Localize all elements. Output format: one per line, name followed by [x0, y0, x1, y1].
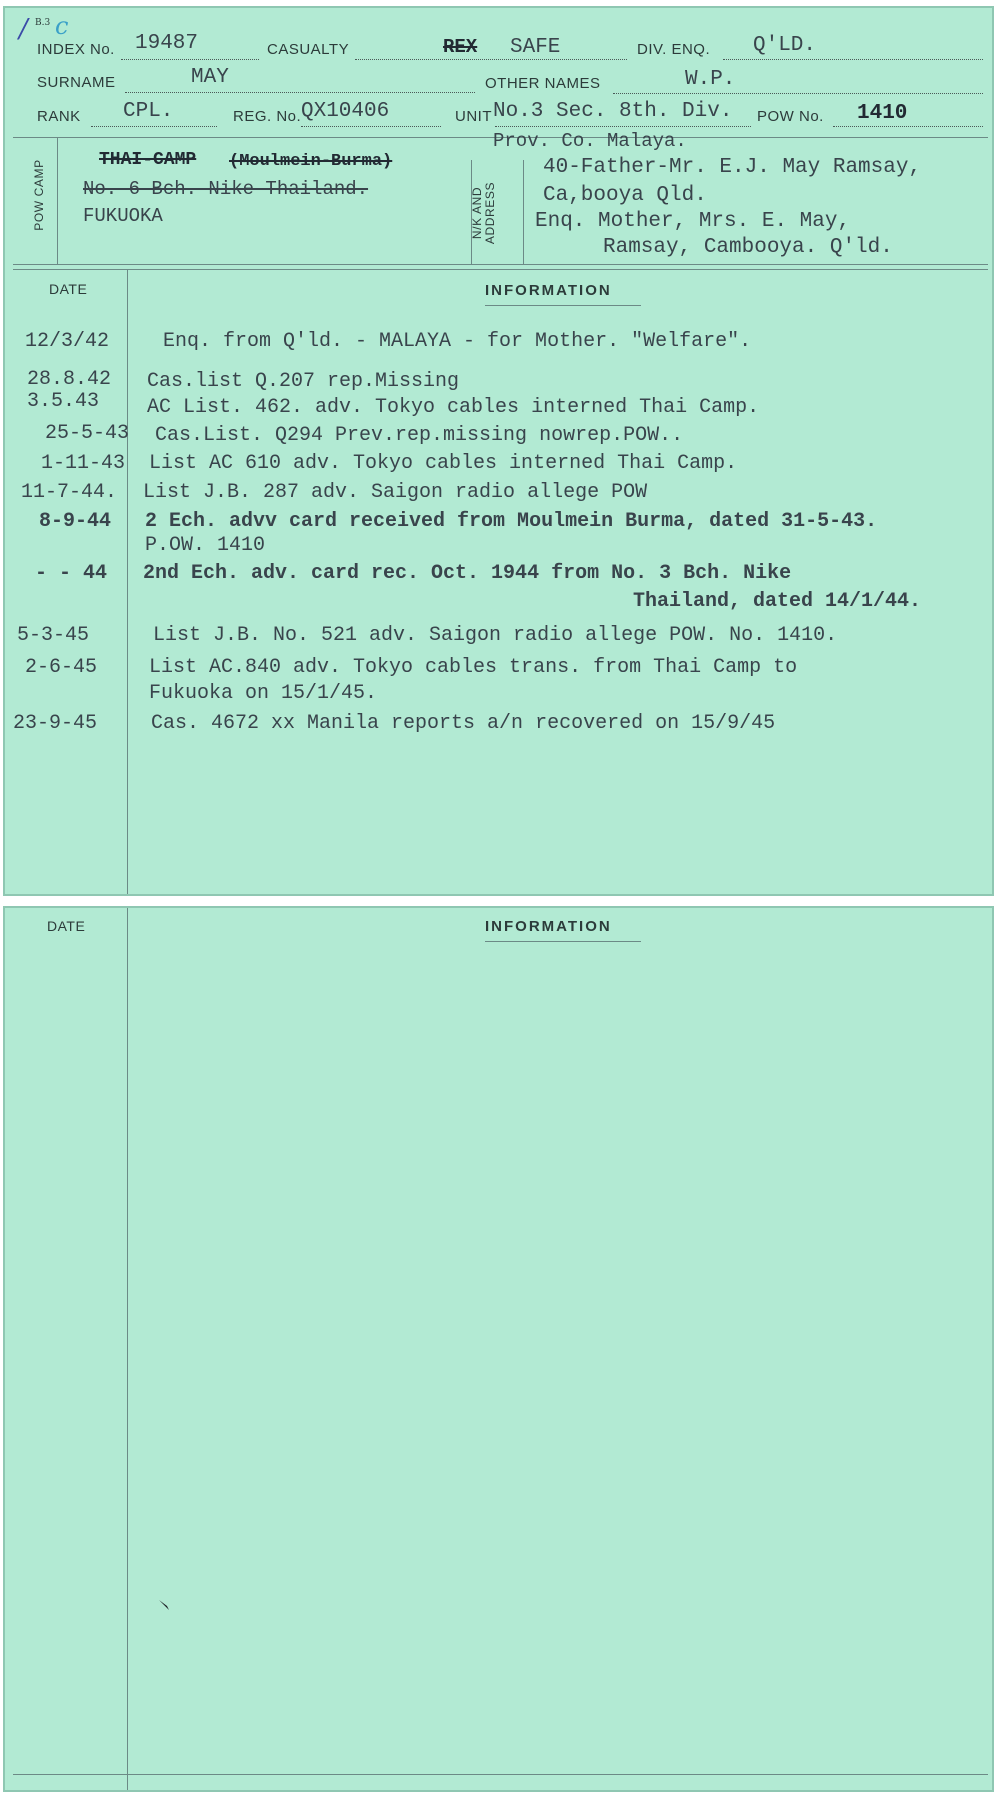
- handwritten-mark: /: [19, 14, 28, 44]
- entry-date: 5-3-45: [17, 624, 90, 647]
- header-top-rule-2: [13, 269, 988, 270]
- entry-date: 2-6-45: [25, 656, 98, 679]
- entry-info: Cas. 4672 xx Manila reports a/n recovered on 15/9/45: [151, 712, 776, 735]
- entry-date: 1-11-43: [41, 452, 126, 475]
- index-line: [121, 59, 259, 60]
- header-top-rule-1: [13, 264, 988, 265]
- entry-date: 28.8.42: [27, 368, 112, 391]
- nk-label-1: N/K AND: [470, 186, 484, 240]
- rank-line: [91, 126, 217, 127]
- entry-info: List AC 610 adv. Tokyo cables interned Thai Camp.: [149, 452, 738, 475]
- date-column-divider: [127, 270, 128, 894]
- entry-info: AC List. 462. adv. Tokyo cables interned Thai Camp.: [147, 396, 760, 419]
- index-value: 19487: [135, 32, 199, 55]
- info-header-underline: [485, 305, 641, 306]
- entry-date: 11-7-44.: [21, 481, 118, 504]
- surname-value: MAY: [191, 66, 229, 89]
- reg-value: QX10406: [301, 100, 390, 123]
- casualty-card-back: [3, 906, 994, 1792]
- camp-left-divider: [57, 138, 58, 264]
- camp-line2-struck: No. 6 Bch. Nike Thailand.: [83, 178, 369, 200]
- bottom-rule: [13, 1774, 988, 1775]
- unit-line: [495, 126, 751, 127]
- camp-line1-paren: (Moulmein-Burma): [229, 152, 393, 171]
- div-enq-label: DIV. ENQ.: [637, 41, 711, 58]
- entry-date: 8-9-44: [39, 510, 112, 533]
- date-header: DATE: [47, 918, 86, 934]
- surname-label: SURNAME: [37, 74, 116, 91]
- entry-info: List J.B. No. 521 adv. Saigon radio allege POW. No. 1410.: [153, 624, 838, 647]
- entry-date: 3.5.43: [27, 390, 100, 413]
- casualty-value: SAFE: [510, 36, 561, 59]
- casualty-label: CASUALTY: [267, 41, 350, 58]
- pow-camp-label: POW CAMP: [32, 159, 46, 231]
- info-header-underline: [485, 941, 641, 942]
- casualty-struck: REX: [443, 36, 478, 58]
- camp-line3: FUKUOKA: [83, 205, 163, 227]
- entry-info: Cas.List. Q294 Prev.rep.missing nowrep.POW..: [155, 424, 684, 447]
- address-line2: Ca,booya Qld.: [543, 184, 707, 207]
- reg-label: REG. No.: [233, 108, 302, 125]
- address-line1: 40-Father-Mr. E.J. May Ramsay,: [543, 156, 922, 179]
- pow-no-label: POW No.: [757, 108, 824, 125]
- other-names-label: OTHER NAMES: [485, 75, 601, 92]
- index-label: INDEX No.: [37, 41, 115, 58]
- pen-mark: [157, 1598, 177, 1618]
- other-names-line: [613, 93, 983, 94]
- entry-date: 23-9-45: [13, 712, 98, 735]
- rank-label: RANK: [37, 108, 81, 125]
- top-handwriting: B.3: [35, 18, 51, 28]
- address-line3: Enq. Mother, Mrs. E. May,: [535, 210, 851, 233]
- other-names-value: W.P.: [685, 68, 736, 91]
- date-column-divider: [127, 908, 128, 1790]
- unit-value: No.3 Sec. 8th. Div.: [493, 100, 733, 123]
- entry-info: List AC.840 adv. Tokyo cables trans. from Thai Camp to: [149, 656, 798, 679]
- info-header: INFORMATION: [485, 282, 612, 299]
- entry-info: Enq. from Q'ld. - MALAYA - for Mother. "Welfare".: [163, 330, 752, 353]
- entry-info: 2 Ech. advv card received from Moulmein Burma, dated 31-5-43.: [145, 510, 878, 533]
- casualty-line: [355, 59, 627, 60]
- nk-label-2: ADDRESS: [483, 181, 497, 245]
- entry-info-cont: Thailand, dated 14/1/44.: [633, 590, 922, 613]
- div-enq-value: Q'LD.: [753, 34, 817, 57]
- unit-label: UNIT: [455, 108, 492, 125]
- pow-no-value: 1410: [857, 102, 908, 125]
- pow-no-line: [833, 126, 983, 127]
- casualty-card-front: [3, 6, 994, 896]
- div-enq-line: [723, 59, 983, 60]
- info-header: INFORMATION: [485, 918, 612, 935]
- entry-info: Cas.list Q.207 rep.Missing: [147, 370, 460, 393]
- camp-line1-struck: THAI-CAMP: [99, 150, 197, 170]
- entry-date: - - 44: [35, 562, 108, 585]
- address-line4: Ramsay, Cambooya. Q'ld.: [603, 236, 893, 259]
- surname-line: [125, 92, 475, 93]
- entry-info-cont: Fukuoka on 15/1/45.: [149, 682, 378, 705]
- entry-info: List J.B. 287 adv. Saigon radio allege POW: [143, 481, 648, 504]
- entry-date: 12/3/42: [25, 330, 110, 353]
- date-header: DATE: [49, 281, 88, 297]
- rank-value: CPL.: [123, 100, 174, 123]
- entry-info: 2nd Ech. adv. card rec. Oct. 1944 from No. 3 Bch. Nike: [143, 562, 792, 585]
- address-line0: Prov. Co. Malaya.: [493, 130, 687, 152]
- nk-address-label: [471, 178, 497, 248]
- entry-info-cont: P.OW. 1410: [145, 534, 266, 557]
- reg-line: [301, 126, 441, 127]
- address-right-divider: [523, 160, 524, 264]
- handwritten-c-mark: c: [55, 12, 69, 40]
- entry-date: 25-5-43: [45, 422, 130, 445]
